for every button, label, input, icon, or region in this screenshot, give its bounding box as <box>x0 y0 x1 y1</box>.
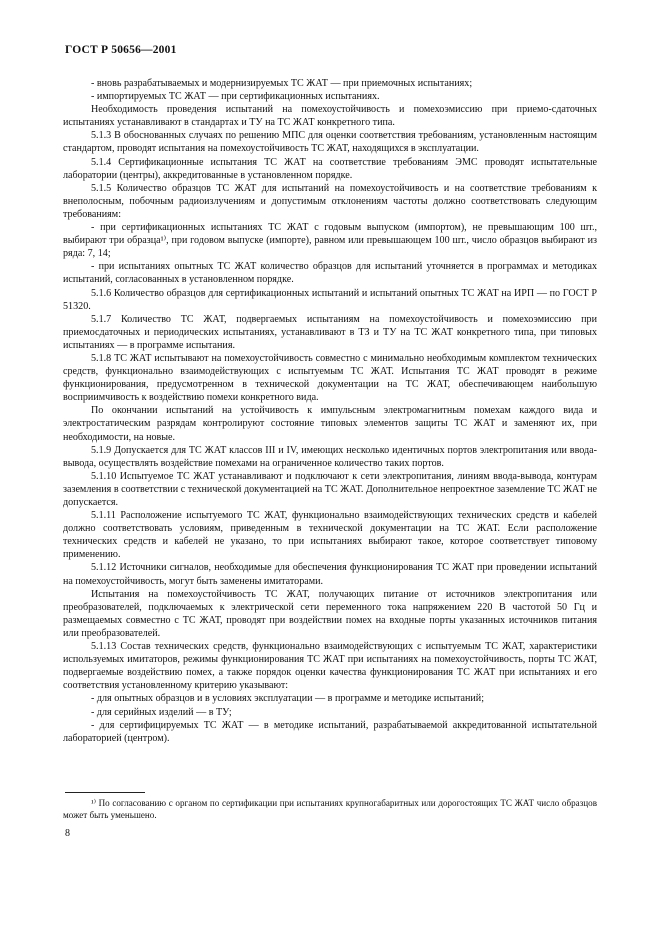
paragraph: - для сертифицируемых ТС ЖАТ — в методике испытаний, разрабатываемой аккредитованной испытательной лабораторией (центром). <box>63 719 597 744</box>
paragraph: 5.1.3 В обоснованных случаях по решению МПС для оценки соответствия требованиям, установленным настоящим стандартом, проводят испытания на помехоустойчивость ТС ЖАТ, находящихся в эксплуатации. <box>63 130 597 155</box>
paragraph: - импортируемых ТС ЖАТ — при сертификационных испытаниях. <box>91 91 380 103</box>
paragraph: - для опытных образцов и в условиях эксплуатации — в программе и методике испытаний; <box>91 693 484 705</box>
page-number: 8 <box>65 828 70 839</box>
paragraph: 5.1.9 Допускается для ТС ЖАТ классов III и IV, имеющих несколько идентичных портов электропитания или ввода-вывода, осуществлять воздействие помехами на ограниченное количество таких портов. <box>63 444 597 469</box>
footnote-divider <box>65 792 145 793</box>
document-body <box>63 77 597 745</box>
paragraph: 5.1.5 Количество образцов ТС ЖАТ для испытаний на помехоустойчивость и на соответствие требованиям к внеполосным, побочным радиоизлучениям и допустимым отклонениям частоты должно соответствовать следующим требованиям: <box>63 182 597 220</box>
paragraph: 5.1.10 Испытуемое ТС ЖАТ устанавливают и подключают к сети электропитания, линиям ввода-вывода, контурам заземления в соответствии с технической документацией на ТС ЖАТ. Дополнительное непроектное заземление ТС ЖАТ не допускается. <box>63 470 597 508</box>
paragraph: 5.1.4 Сертификационные испытания ТС ЖАТ на соответствие требованиям ЭМС проводят испытательные лаборатории (центры), аккредитованные в установленном порядке. <box>63 156 597 181</box>
paragraph: 5.1.7 Количество ТС ЖАТ, подвергаемых испытаниям на помехоустойчивость и помехоэмиссию при приемосдаточных и периодических испытаниях, устанавливают в ТЗ и ТУ на ТС ЖАТ конкретного типа, при типовых испытаниях — в программе испытания. <box>63 313 597 351</box>
paragraph: По окончании испытаний на устойчивость к импульсным электромагнитным помехам каждого вида и электростатическим разрядам контролируют состояние типовых элементов защиты ТС ЖАТ и заменяют их, при необходимости, на новые. <box>63 405 597 443</box>
paragraph: 5.1.13 Состав технических средств, функционально взаимодействующих с испытуемым ТС ЖАТ, характеристики используемых имитаторов, режимы функционирования ТС ЖАТ при испытаниях на помехоустойчивость, порты ТС ЖАТ, подвергаемые воздействию помех, а также порядок оценки качества функционирования ТС ЖАТ при испытаниях и его соответствия установленному критерию указывают: <box>63 641 597 692</box>
footnote: ¹⁾ По согласованию с органом по сертификации при испытаниях крупногабаритных или дорогостоящих ТС ЖАТ число образцов может быть уменьшено. <box>63 798 597 820</box>
paragraph: 5.1.11 Расположение испытуемого ТС ЖАТ, функционально взаимодействующих технических средств и кабелей должно соответствовать условиям, приведенным в технической документации на ТС ЖАТ. Если расположение технических средств и кабелей не указано, то при испытаниях выбирают такое, которое соответствует типовому применению. <box>63 510 597 561</box>
paragraph: Испытания на помехоустойчивость ТС ЖАТ, получающих питание от источников электропитания или преобразователей, подключаемых к электрической сети переменного тока напряжением 220 В частотой 50 Гц и размещаемых совместно с ТС ЖАТ, проводят при воздействии помех на входные порты указанных источников питания или преобразователей. <box>63 588 597 639</box>
paragraph: - вновь разрабатываемых и модернизируемых ТС ЖАТ — при приемочных испытаниях; <box>91 78 473 89</box>
paragraph: - при сертификационных испытаниях ТС ЖАТ с годовым выпуском (импортом), не превышающим 100 шт., выбирают три образца¹⁾, при годовом выпуске (импорте), равном или превышающем 100 шт., число образцов выбирают из ряда: 7, 14; <box>63 222 597 260</box>
paragraph: 5.1.6 Количество образцов для сертификационных испытаний и испытаний опытных ТС ЖАТ на ИРП — по ГОСТ Р 51320. <box>63 287 597 312</box>
paragraph: - для серийных изделий — в ТУ; <box>91 706 232 718</box>
paragraph: 5.1.12 Источники сигналов, необходимые для обеспечения функционирования ТС ЖАТ при проведении испытаний на помехоустойчивость, могут быть заменены имитаторами. <box>63 562 597 587</box>
paragraph: - при испытаниях опытных ТС ЖАТ количество образцов для испытаний уточняется в программах и методиках испытаний, согласованных в установленном порядке. <box>63 261 597 286</box>
paragraph: 5.1.8 ТС ЖАТ испытывают на помехоустойчивость совместно с минимально необходимым комплектом технических средств, функционально взаимодействующих с испытуемым ТС ЖАТ. Испытания ТС ЖАТ проводят в режиме функционирования, предусмотренном в технической документации на ТС ЖАТ, обеспечивающем наибольшую восприимчивость к воздействию помехи конкретного вида. <box>63 352 597 404</box>
paragraph: Необходимость проведения испытаний на помехоустойчивость и помехоэмиссию при приемо-сдаточных испытаниях устанавливают в стандартах и ТУ на ТС ЖАТ конкретного типа. <box>63 104 597 129</box>
document-header: ГОСТ Р 50656—2001 <box>65 44 177 56</box>
